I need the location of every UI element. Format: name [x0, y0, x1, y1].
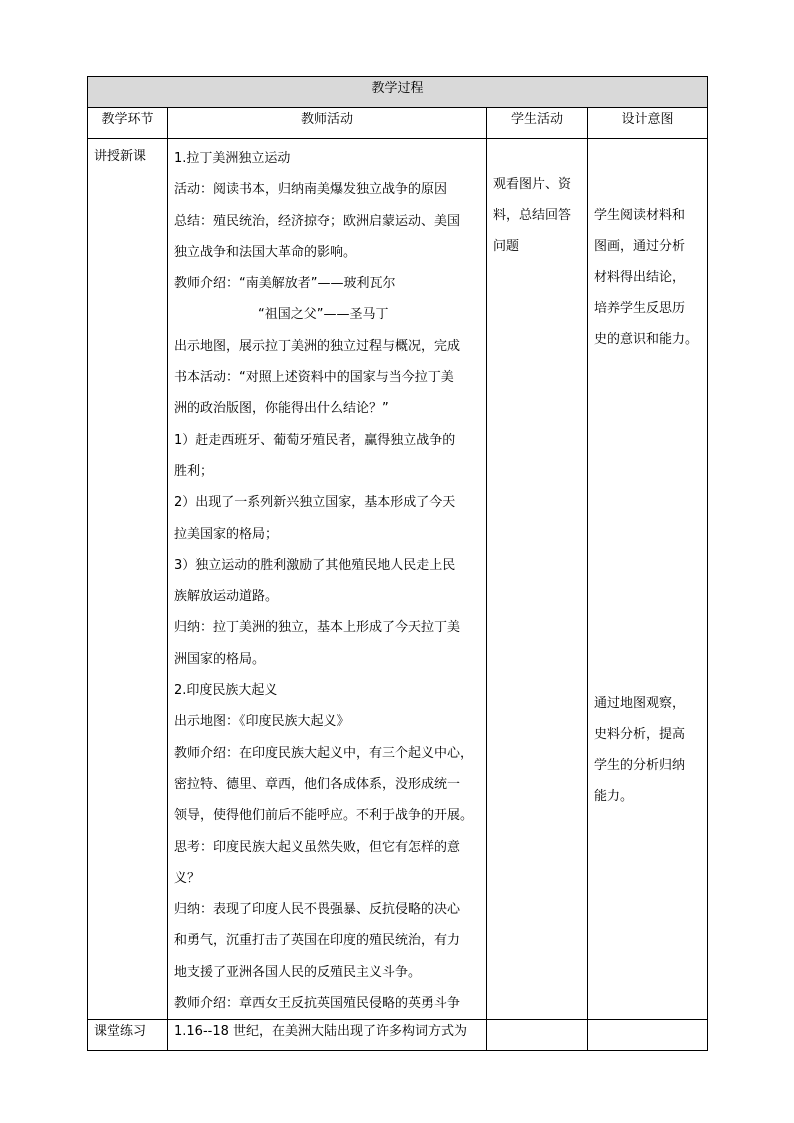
design-line: 史料分析，提高 [594, 727, 686, 742]
student-line: 问题 [493, 239, 520, 254]
teacher-line: 总结：殖民统治，经济掠夺；欧洲启蒙运动、美国 [174, 213, 461, 229]
header-student: 学生活动 [487, 108, 588, 139]
design-line: 学生的分析归纳 [594, 758, 686, 773]
practice-stage-label: 课堂练习 [94, 1024, 147, 1040]
table-title: 教学过程 [88, 77, 708, 108]
teacher-line: 拉美国家的格局； [174, 526, 279, 542]
design-line: 材料得出结论， [594, 270, 686, 285]
teacher-line: 地支援了亚洲各国人民的反殖民主义斗争。 [174, 964, 422, 980]
teacher-line: 教师介绍：章西女王反抗英国殖民侵略的英勇斗争 [174, 996, 461, 1012]
teacher-line: 出示地图，展示拉丁美洲的独立过程与概况，完成 [174, 338, 461, 354]
header-design: 设计意图 [588, 108, 708, 139]
stage-label: 讲授新课 [94, 149, 147, 164]
teaching-process-table [87, 76, 708, 1051]
teacher-line: 2）出现了一系列新兴独立国家，基本形成了今天 [174, 495, 456, 511]
teacher-line: 独立战争和法国大革命的影响。 [174, 244, 357, 260]
teacher-activity-text [168, 139, 486, 1019]
teacher-line: 洲国家的格局。 [174, 651, 266, 667]
design-line: 图画，通过分析 [594, 239, 686, 254]
practice-teacher-cell [168, 1020, 487, 1051]
table-title-row [88, 77, 708, 108]
teacher-line: 2.印度民族大起义 [174, 683, 278, 699]
teacher-line: 胜利； [174, 463, 214, 479]
teacher-line: 出示地图：《印度民族大起义》 [174, 714, 350, 730]
design-intent-cell [588, 139, 708, 1020]
teacher-activity-cell [168, 139, 487, 1020]
teacher-line: 归纳：拉丁美洲的独立，基本上形成了今天拉丁美 [174, 620, 461, 636]
header-teacher: 教师活动 [168, 108, 487, 139]
practice-stage-cell [88, 1020, 168, 1051]
design-line: 培养学生反思历 [594, 301, 686, 316]
student-activity-text [487, 139, 587, 262]
teacher-line: 义？ [174, 870, 201, 886]
practice-teacher-text: 1.16--18 世纪，在美洲大陆出现了许多构词方式为 [174, 1024, 468, 1040]
practice-design-cell [588, 1020, 708, 1051]
design-line: 学生阅读材料和 [594, 208, 686, 223]
design-intent-block-1 [588, 139, 707, 355]
teacher-line: “祖国之父”——圣马丁 [258, 307, 389, 323]
teacher-line: 洲的政治版图，你能得出什么结论？” [174, 401, 389, 417]
design-line: 史的意识和能力。 [594, 332, 699, 347]
design-line: 通过地图观察， [594, 696, 686, 711]
design-intent-block-2 [588, 355, 707, 812]
student-line: 料，总结回答 [493, 208, 572, 223]
teacher-line: 和勇气，沉重打击了英国在印度的殖民统治，有力 [174, 933, 461, 949]
table-header-row [88, 108, 708, 139]
table-row-new-lesson [88, 139, 708, 1020]
teacher-line: 活动：阅读书本，归纳南美爆发独立战争的原因 [174, 182, 448, 198]
stage-cell [88, 139, 168, 1020]
teacher-line: 1.拉丁美洲独立运动 [174, 151, 291, 166]
table-row-practice [88, 1020, 708, 1051]
student-activity-cell [487, 139, 588, 1020]
teacher-line: 密拉特、德里、章西，他们各成体系，没形成统一 [174, 776, 461, 792]
teacher-line: 思考：印度民族大起义虽然失败，但它有怎样的意 [174, 839, 461, 855]
student-line: 观看图片、资 [493, 177, 572, 192]
teacher-line: 书本活动：“对照上述资料中的国家与当今拉丁美 [174, 370, 454, 386]
teacher-line: 教师介绍：在印度民族大起义中，有三个起义中心， [174, 745, 474, 761]
header-stage: 教学环节 [88, 108, 168, 139]
teacher-line: 领导，使得他们前后不能呼应。不利于战争的开展。 [174, 808, 474, 824]
teacher-line: 3）独立运动的胜利激励了其他殖民地人民走上民 [174, 557, 456, 573]
practice-student-cell [487, 1020, 588, 1051]
teacher-line: 教师介绍：“南美解放者”——玻利瓦尔 [174, 276, 396, 292]
design-line: 能力。 [594, 789, 634, 804]
teacher-line: 族解放运动道路。 [174, 589, 279, 605]
teacher-line: 1）赶走西班牙、葡萄牙殖民者，赢得独立战争的 [174, 432, 456, 448]
teacher-line: 归纳：表现了印度人民不畏强暴、反抗侵略的决心 [174, 902, 461, 918]
